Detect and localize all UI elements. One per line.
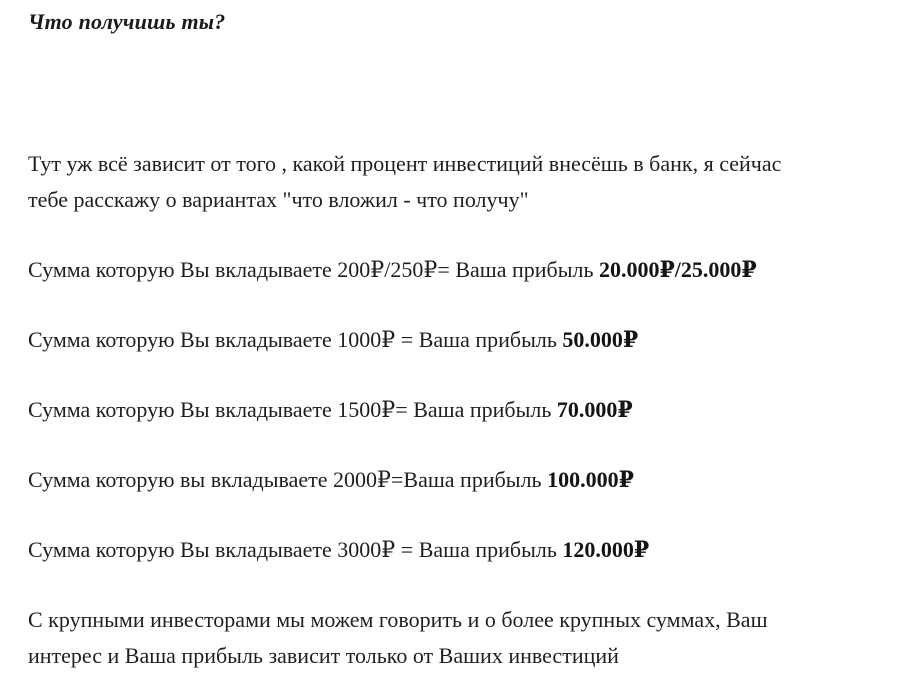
profit-amount: 20.000₽/25.000₽ (599, 257, 757, 282)
intro-line-2: тебе расскажу о вариантах "что вложил - что получу" (28, 187, 529, 212)
outro-line-1: С крупными инвесторами мы можем говорить и о более крупных суммах, Ваш (28, 607, 768, 632)
investment-row (28, 322, 638, 358)
outro-paragraph (28, 602, 768, 674)
investment-row-text: Сумма которую Вы вкладываете 200₽/250₽= Ваша прибыль (28, 257, 599, 282)
profit-amount: 70.000₽ (556, 397, 633, 422)
intro-line-1: Тут уж всё зависит от того , какой процент инвестиций внесёшь в банк, я сейчас (28, 151, 782, 176)
profit-amount: 120.000₽ (562, 537, 650, 562)
intro-paragraph (28, 146, 781, 218)
investment-row (28, 462, 634, 498)
investment-row (28, 392, 633, 428)
outro-line-2: интерес и Ваша прибыль зависит только от Ваших инвестиций (28, 643, 619, 668)
profit-amount: 100.000₽ (547, 467, 634, 492)
investment-row-text: Сумма которую Вы вкладываете 3000₽ = Ваша прибыль (28, 537, 563, 562)
investment-row-text: Сумма которую Вы вкладываете 1500₽= Ваша прибыль (28, 397, 557, 422)
investment-row-text: Сумма которую вы вкладываете 2000₽=Ваша прибыль (28, 467, 548, 492)
profit-amount: 50.000₽ (562, 327, 639, 352)
investment-row-text: Сумма которую Вы вкладываете 1000₽ = Ваша прибыль (28, 327, 563, 352)
section-heading: Что получишь ты? (28, 9, 226, 34)
investment-row (28, 532, 649, 568)
investment-row (28, 252, 757, 288)
